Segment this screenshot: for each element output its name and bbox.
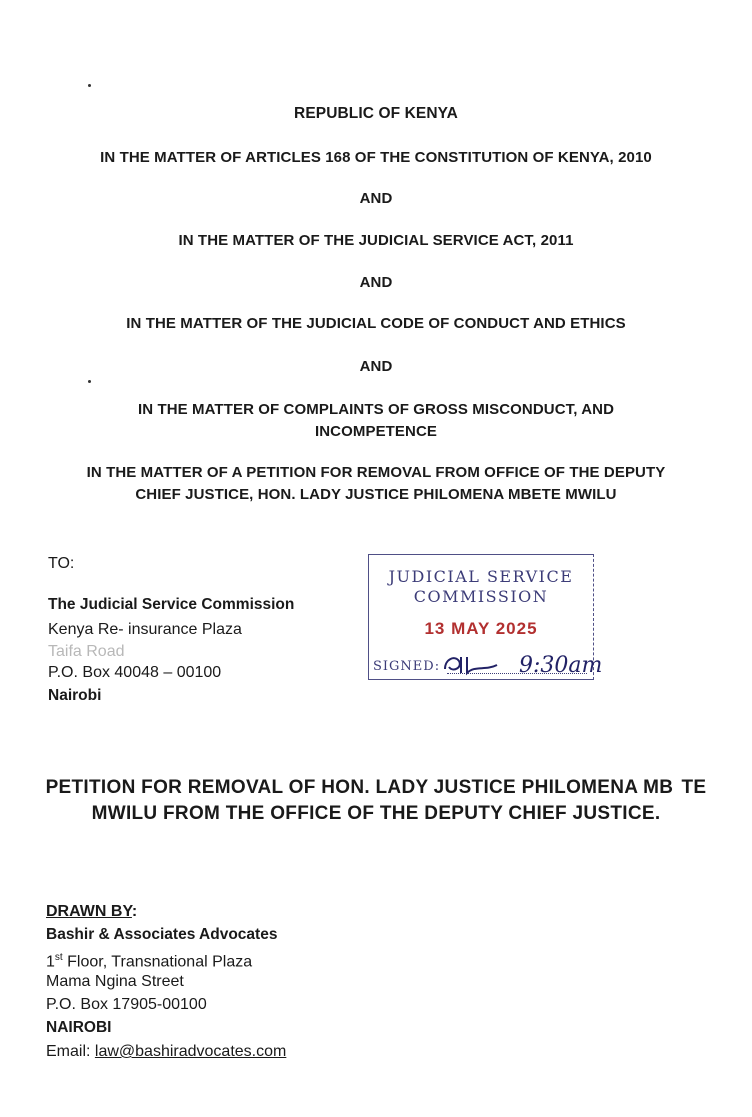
- matter-petition-line2: CHIEF JUSTICE, HON. LADY JUSTICE PHILOMENA MBETE MWILU: [135, 486, 617, 503]
- republic-heading: REPUBLIC OF KENYA: [294, 105, 458, 122]
- stamp-org-line2: COMMISSION: [413, 587, 549, 606]
- floor-building: Floor, Transnational Plaza: [62, 953, 253, 971]
- matter-complaints-line1: IN THE MATTER OF COMPLAINTS OF GROSS MISCONDUCT, AND: [137, 401, 615, 418]
- handwritten-initials: [441, 651, 501, 677]
- stamp-org-line1: JUDICIAL SERVICE: [388, 567, 574, 586]
- stamp-signed-label: SIGNED:: [373, 659, 441, 674]
- recipient-city: Nairobi: [48, 687, 102, 704]
- recipient-name: The Judicial Service Commission: [48, 596, 295, 613]
- handwritten-time: 9:30am: [519, 653, 603, 678]
- matter-act: IN THE MATTER OF THE JUDICIAL SERVICE ACT, 2011: [178, 232, 574, 249]
- drawn-by-colon: :: [131, 903, 138, 920]
- drawn-by-label: [46, 901, 137, 923]
- floor-number: 1: [46, 953, 55, 971]
- firm-floor: [46, 947, 252, 973]
- and-separator: AND: [359, 358, 393, 375]
- recipient-road: Taifa Road: [48, 643, 125, 660]
- matter-code: IN THE MATTER OF THE JUDICIAL CODE OF CONDUCT AND ETHICS: [126, 315, 626, 332]
- received-stamp: [368, 554, 603, 680]
- recipient-building: Kenya Re- insurance Plaza: [48, 621, 242, 638]
- firm-email: [46, 1041, 286, 1063]
- matter-petition-line1: IN THE MATTER OF A PETITION FOR REMOVAL FROM OFFICE OF THE DEPUTY: [86, 464, 666, 481]
- and-separator: AND: [359, 274, 393, 291]
- matter-constitution: IN THE MATTER OF ARTICLES 168 OF THE CONSTITUTION OF KENYA, 2010: [100, 149, 652, 166]
- firm-city: NAIROBI: [46, 1019, 112, 1036]
- matter-complaints-line2: INCOMPETENCE: [314, 423, 438, 440]
- email-link[interactable]: law@bashiradvocates.com: [94, 1043, 287, 1060]
- petition-title-line2: MWILU FROM THE OFFICE OF THE DEPUTY CHIEF JUSTICE.: [91, 803, 661, 824]
- floor-ordinal: st: [54, 952, 63, 963]
- scan-speck: [88, 380, 91, 383]
- stamp-date: 13 MAY 2025: [424, 619, 538, 638]
- scan-speck: [88, 84, 91, 87]
- email-label: Email:: [46, 1043, 95, 1060]
- firm-box: P.O. Box 17905-00100: [46, 996, 207, 1013]
- and-separator: AND: [359, 190, 393, 207]
- firm-name: Bashir & Associates Advocates: [46, 926, 278, 943]
- petition-title-line1: PETITION FOR REMOVAL OF HON. LADY JUSTICE PHILOMENA MB TE: [45, 777, 707, 798]
- recipient-box: P.O. Box 40048 – 00100: [48, 664, 222, 681]
- to-label: TO:: [48, 555, 75, 572]
- drawn-by-text: DRAWN BY: [46, 903, 132, 920]
- firm-street: Mama Ngina Street: [46, 973, 184, 990]
